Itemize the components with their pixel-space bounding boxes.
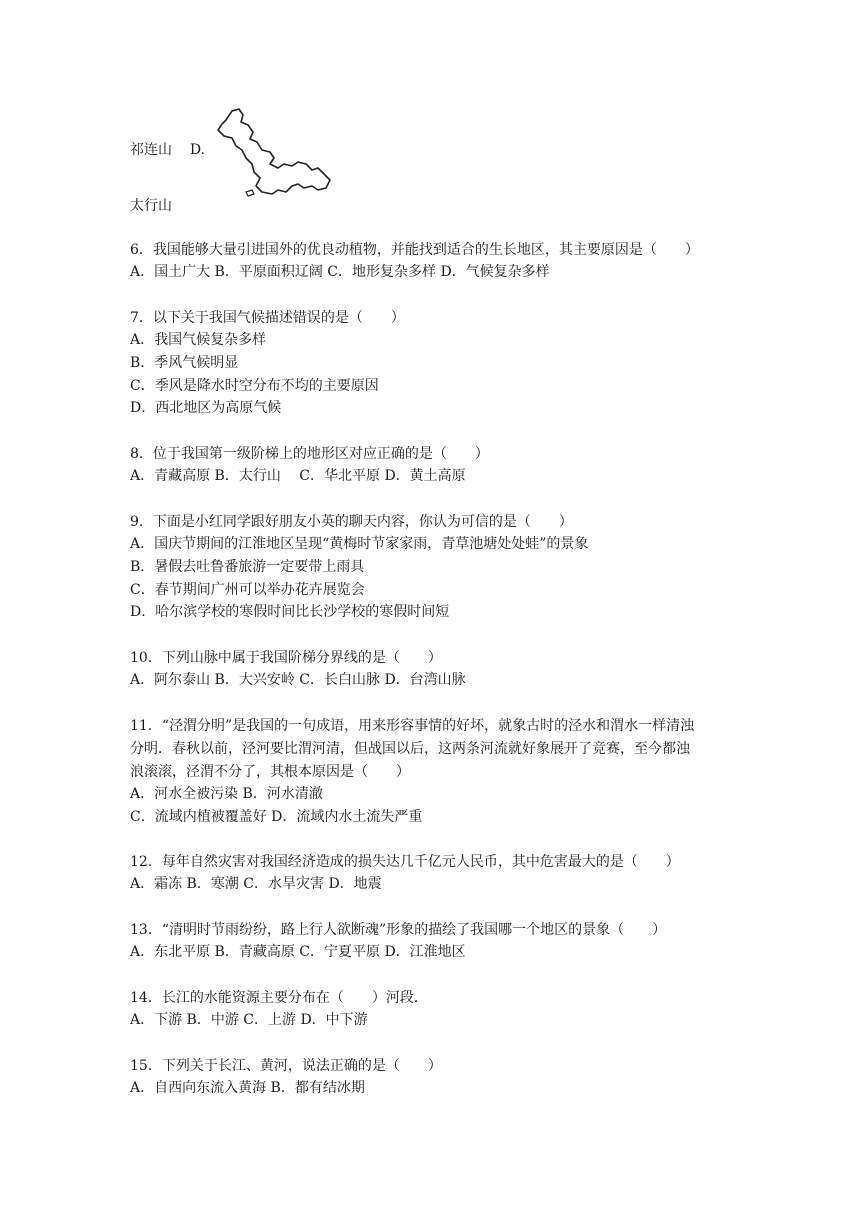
q7-option-c: C．季风是降水时空分布不均的主要原因 (130, 378, 379, 394)
q10-options: A．阿尔泰山 B．大兴安岭 C．长白山脉 D．台湾山脉 (130, 672, 466, 688)
q14-stem: 14．长江的水能资源主要分布在（ ）河段． (130, 990, 428, 1006)
q11-options-ab: A．河水全被污染 B．河水清澈 (130, 786, 323, 802)
q10-stem: 10．下列山脉中属于我国阶梯分界线的是（ ） (130, 650, 442, 666)
province-outline-map-icon (212, 106, 338, 198)
q9-stem: 9．下面是小红同学跟好朋友小英的聊天内容，你认为可信的是（ ） (130, 514, 573, 530)
q15-options: A．自西向东流入黄海 B．都有结冰期 (130, 1080, 365, 1096)
q8-options: A．青藏高原 B．太行山 C．华北平原 D．黄土高原 (130, 468, 466, 484)
q12-stem: 12．每年自然灾害对我国经济造成的损失达几千亿元人民币，其中危害最大的是（ ） (130, 854, 680, 870)
q15-stem: 15．下列关于长江、黄河，说法正确的是（ ） (130, 1058, 442, 1074)
q11-stem-line2: 分明．春秋以前，泾河要比渭河清，但战国以后，这两条河流就好象展开了竞赛，至今都浊 (130, 741, 690, 757)
q7-option-d: D．西北地区为高原气候 (130, 400, 282, 416)
q13-options: A．东北平原 B．青藏高原 C．宁夏平原 D．江淮地区 (130, 944, 466, 960)
option-d-marker: D. (189, 142, 205, 158)
q6-stem: 6．我国能够大量引进国外的优良动植物，并能找到适合的生长地区，其主要原因是（ ） (130, 242, 699, 258)
q7-option-a: A．我国气候复杂多样 (130, 332, 267, 348)
q9-option-a: A．国庆节期间的江淮地区呈现“黄梅时节家家雨，青草池塘处处蛙”的景象 (130, 536, 589, 552)
q7-option-b: B．季风气候明显 (130, 355, 239, 371)
q14-options: A．下游 B．中游 C．上游 D．中下游 (130, 1012, 368, 1028)
q13-stem: 13．“清明时节雨纷纷，路上行人欲断魂”形象的描绘了我国哪一个地区的景象（ ） (130, 922, 667, 938)
q12-options: A．霜冻 B．寒潮 C．水旱灾害 D．地震 (130, 876, 382, 892)
q8-stem: 8．位于我国第一级阶梯上的地形区对应正确的是（ ） (130, 446, 489, 462)
q11-stem-line1: 11．“泾渭分明”是我国的一句成语，用来形容事情的好坏，就象古时的泾水和渭水一样清浊 (130, 718, 695, 734)
q9-option-c: C．春节期间广州可以举办花卉展览会 (130, 582, 365, 598)
q7-stem: 7．以下关于我国气候描述错误的是（ ） (130, 310, 405, 326)
qilian-label: 祁连山 (130, 142, 172, 158)
q6-options: A．国土广大 B．平原面积辽阔 C．地形复杂多样 D．气候复杂多样 (130, 264, 550, 280)
q9-option-d: D．哈尔滨学校的寒假时间比长沙学校的寒假时间短 (130, 604, 450, 620)
taihang-label: 太行山 (130, 198, 172, 214)
q11-options-cd: C．流域内植被覆盖好 D．流域内水土流失严重 (130, 809, 423, 825)
q11-stem-line3: 浪滚滚，泾渭不分了，其根本原因是（ ） (130, 764, 410, 780)
option-c-label (130, 140, 205, 160)
q9-option-b: B．暑假去吐鲁番旅游一定要带上雨具 (130, 559, 365, 575)
